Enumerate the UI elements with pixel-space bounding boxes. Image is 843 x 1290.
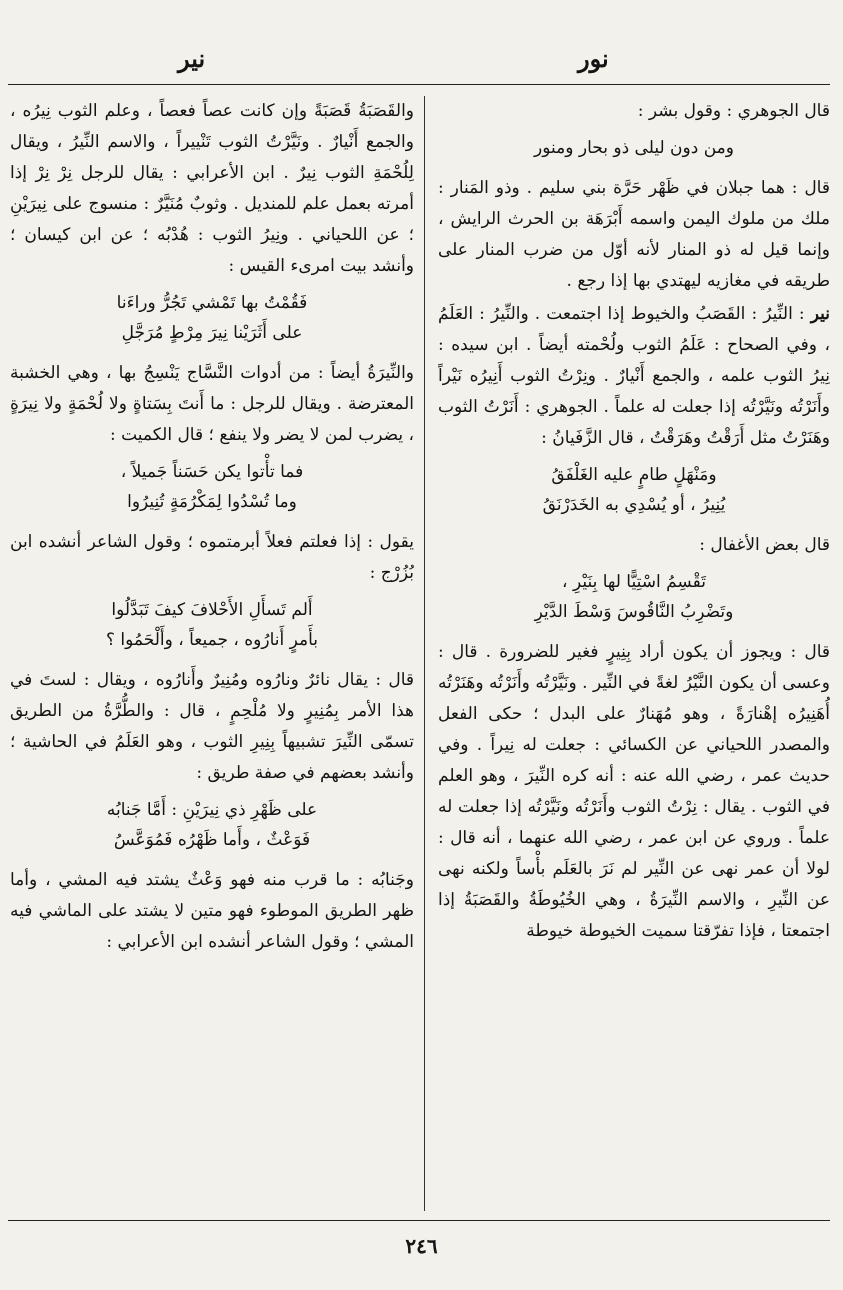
verse-line: يُنِيرُ ، أو يُسْدِي به الخَدَرْنَقُ xyxy=(542,495,726,515)
verse-line: أَلم تَسأَلِ الأَحْلافَ كيفَ تَبَدَّلُوا xyxy=(111,600,313,620)
paragraph: يقول : إذا فعلتم فعلاً أبرمتموه ؛ وقول الشاعر أنشده ابن بُزُرْج : xyxy=(10,532,414,583)
verse xyxy=(438,133,830,163)
entry-paragraph xyxy=(438,299,830,454)
entry-headword: نير xyxy=(810,304,830,324)
page-number: ٢٤٦ xyxy=(405,1234,438,1258)
paragraph: والنِّيرَةُ أيضاً : من أدوات النَّسَّاج يَنْسِجُ بها ، وهي الخشبة المعترضة . ويقال للرجل : ما أَنتَ بِسَتاةٍ ولا لُحْمَةٍ ولا نِيرَةٍ ، يضرب لمن لا يضر ولا ينفع ؛ قال الكميت : xyxy=(10,363,414,445)
paragraph: قال بعض الأغفال : xyxy=(699,535,830,555)
paragraph: قال الجوهري : وقول بشر : xyxy=(637,101,830,121)
verse xyxy=(10,595,414,655)
paragraph: قال : هما جبلان في ظَهْر حَرَّة بني سليم . وذو المَنار : ملك من ملوك اليمن واسمه أَبْرَهَة بن الحرث الرايش ، وإنما قيل له ذو المنار لأنه أوّل من ضرب المنار على طريقه في مغازيه ليهتدي بها إذا رجع . xyxy=(438,178,830,291)
verse xyxy=(10,288,414,348)
left-column xyxy=(10,96,414,1211)
right-column xyxy=(438,96,830,1211)
verse-line: فَقُمْتُ بها تَمْشي تَجُرُّ وراءَنا xyxy=(116,293,308,313)
verse-line: فَوَعْثٌ ، وأَما ظَهْرُه فَمُوَعَّسُ xyxy=(113,830,311,850)
verse-line: على ظَهْرِ ذي نِيرَيْنِ : أَمَّا جَنابُه xyxy=(106,800,318,820)
verse-line: وما تُسْدُوا لِمَكْرُمَةٍ تُنِيرُوا xyxy=(127,492,297,512)
verse-line: بأَمرٍ أَنارُوه ، جميعاً ، وأَلْحَمُوا ؟ xyxy=(105,630,319,650)
verse-line: ومن دون ليلى ذو بحار ومنور xyxy=(534,138,734,158)
verse xyxy=(10,795,414,855)
paragraph: وجَنابُه : ما قرب منه فهو وَعْثٌ يشتد فيه المشي ، وأما ظهر الطريق الموطوء فهو متين لا يشتد على الماشي فيه المشي ؛ وقول الشاعر أنشده ابن الأعرابي : xyxy=(10,870,414,952)
verse-line: تَقْسِمُ اسْتِيًّا لها بِنَيْرِ ، xyxy=(562,572,706,592)
paragraph: قال : يقال نائرٌ ونارُوه ومُنِيرٌ وأَنارُوه ، ويقال : لستَ في هذا الأمر بِمُنِيرٍ ولا مُلْحِمٍ ، قال : والطُّرَّةُ من الطريق تسمّى النِّيرَ تشبيهاً بِنِيرِ الثوب ، وهو العَلَمُ في الحاشية ؛ وأنشد بعضهم في صفة طريق : xyxy=(10,670,414,783)
verse xyxy=(10,457,414,517)
page-header xyxy=(0,44,843,84)
entry-text: : النِّيرُ : القَصَبُ والخيوط إذا اجتمعت . والنِّيرُ : العَلَمُ ، وفي الصحاح : عَلَمُ الثوب ولُحْمته أيضاً . ابن سيده : نِيرُ الثوب علمه ، والجمع أَنْيارٌ . ونِرْتُ الثوب أَنِيرُه نَيْراً وأَنَرْتُه ونَيَّرْتُه إذا جعلت له علماً . الجوهري : أَنَرْتُ الثوب وهَنَرْتُ مثل أَرَقْتُ وهَرَقْتُ ، قال الزَّفَيانُ : xyxy=(438,304,830,448)
verse-line: فما تأْتوا يكن حَسَناً جَميلاً ، xyxy=(120,462,304,482)
header-rule xyxy=(8,84,830,85)
header-left-word: نير xyxy=(178,44,206,73)
verse-line: وتَضْرِبُ النَّاقُوسَ وَسْطَ الدَّيْرِ xyxy=(534,602,734,622)
verse-line: على أَثَرَيْنا نِيرَ مِرْطٍ مُرَجَّلِ xyxy=(121,323,303,343)
verse xyxy=(438,567,830,627)
header-right-word: نور xyxy=(578,44,609,73)
paragraph: والقَصَبَةُ قَصَبَةً وإن كانت عصاً فعصاً ، وعلم الثوب نِيرُه ، والجمع أَنْيارٌ . ونَيَّرْتُ الثوب تَنْييراً ، والاسم النِّيرُ ، ويقال لِلُحْمَةِ الثوب نِيرٌ . ابن الأعرابي : يقال للرجل نِرْ نِرْ إذا أمرته بعمل علم للمنديل . وثوبٌ مُنَيَّرٌ : منسوج على نِيرَيْنِ ؛ عن اللحياني . ونِيرُ الثوب : هُدْبُه ؛ عن ابن كيسان ؛ وأنشد بيت امرىء القيس : xyxy=(10,101,414,276)
paragraph: قال : ويجوز أن يكون أراد بِنِيرٍ فغير للضرورة . قال : وعسى أن يكون النَّيْرُ لغةً في النِّير . ونَيَّرْتُه وأَنَرْتُه وهَنَرْتُه أُهَنِيرُه إهْنارَةً ، وهو مُهَنارٌ على البدل ؛ حكى الفعل والمصدر اللحياني عن الكسائي : جعلت له نِيراً . وفي حديث عمر ، رضي الله عنه : أنه كره النِّيرَ ، وهو العلم في الثوب . يقال : نِرْتُ الثوب وأَنَرْتُه ونَيَّرْتُه إذا جعلت له علماً . وروي عن ابن عمر ، رضي الله عنهما ، أنه قال : لولا أن عمر نهى عن النِّير لم نَرَ بالعَلَم بأْساً ولكنه نهى عن النِّيرِ ، والاسم النِّيرَةُ ، وهي الخُيُوطَةُ والقَصَبَةُ إذا اجتمعتا ، فإذا تفرّقتا سميت الخيوطة خيوطة xyxy=(438,642,830,941)
column-divider xyxy=(424,96,425,1211)
verse xyxy=(438,460,830,520)
verse-line: ومَنْهَلٍ طامٍ عليه الغَلْفَقُ xyxy=(551,465,717,485)
footer-rule xyxy=(8,1220,830,1221)
